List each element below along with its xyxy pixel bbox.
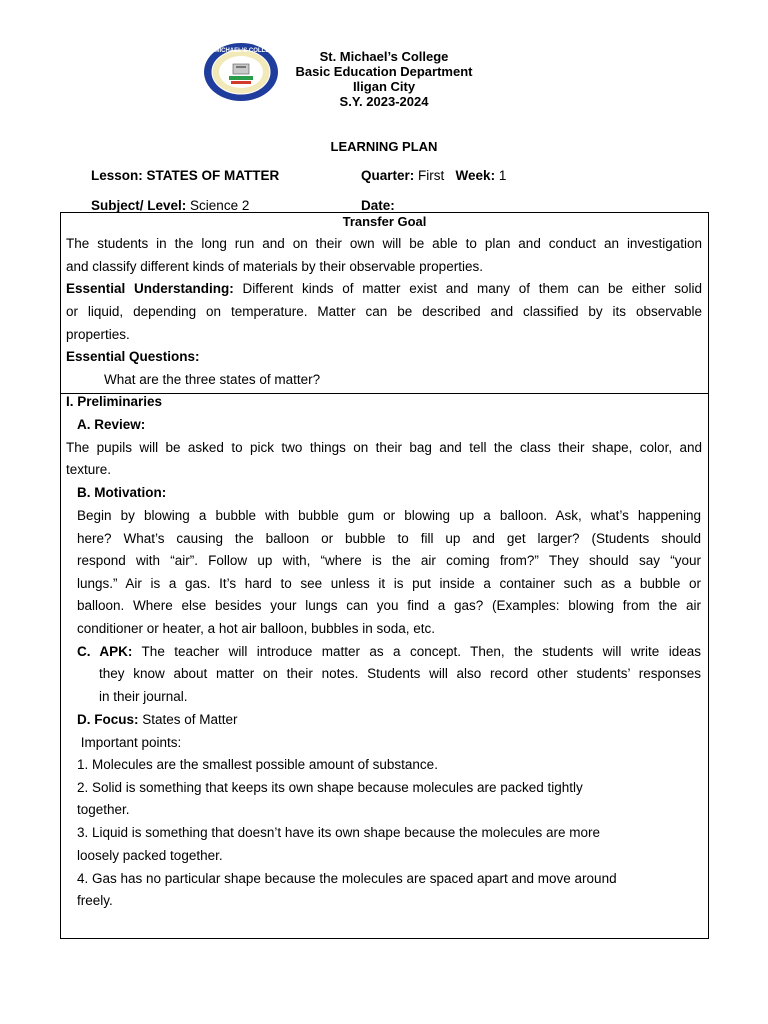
focus-label: D. Focus: (77, 712, 139, 727)
subject-value: Science 2 (190, 198, 250, 213)
transfer-goal-heading: Transfer Goal (342, 214, 427, 229)
school-year: S.Y. 2023-2024 (339, 94, 429, 109)
point-item: 3. Liquid is something that doesn’t have its own shape because the molecules are more (77, 825, 601, 840)
apk-line: in their journal. (99, 689, 188, 704)
preliminaries-heading: I. Preliminaries (66, 394, 163, 409)
focus-value: States of Matter (138, 712, 238, 727)
quarter-value: First (418, 168, 445, 183)
review-line: The pupils will be asked to pick two things on their bag and tell the class their shape, color, and (66, 440, 702, 455)
essential-question: What are the three states of matter? (104, 372, 321, 387)
review-line: texture. (66, 462, 112, 477)
motivation-line: lungs.” Air is a gas. It’s hard to see unless it is put inside a container such as a bubble or (77, 576, 701, 591)
quarter-label: Quarter: (361, 168, 415, 183)
point-item: loosely packed together. (77, 848, 223, 863)
document-title: LEARNING PLAN (330, 139, 438, 154)
city-name: Iligan City (352, 79, 416, 94)
motivation-line: here? What’s causing the balloon or bubble to fill up and get larger? (Students should (77, 531, 701, 546)
point-item: 2. Solid is something that keeps its own shape because molecules are packed tightly (77, 780, 583, 795)
department-name: Basic Education Department (295, 64, 473, 79)
date-label: Date: (361, 198, 395, 213)
point-item: 1. Molecules are the smallest possible amount of substance. (77, 757, 438, 772)
goal-line: and classify different kinds of materials by their observable properties. (66, 259, 483, 274)
lesson-label: Lesson: (91, 168, 143, 183)
week-label: Week: (455, 168, 496, 183)
apk-label: C. APK: (77, 644, 133, 659)
point-item: together. (77, 802, 130, 817)
motivation-label: B. Motivation: (77, 485, 167, 500)
motivation-line: balloon. Where else besides your lungs can you find a gas? (Examples: blowing from the air (77, 598, 701, 613)
subject-label: Subject/ Level: (91, 198, 187, 213)
eu-label: Essential Understanding: (66, 281, 234, 296)
school-name: St. Michael’s College (319, 49, 449, 64)
motivation-line: conditioner or heater, a hot air balloon, bubbles in soda, etc. (77, 621, 435, 636)
motivation-line: respond with “air”. Follow up with, “where is the air coming from?” They should say “your (77, 553, 701, 568)
lesson-field (91, 168, 279, 183)
eu-line: or liquid, depending on temperature. Matter can be described and classified by its observable (66, 304, 702, 319)
document-header (0, 49, 768, 109)
apk-section (77, 640, 701, 663)
review-label: A. Review: (77, 417, 146, 432)
important-points-label: Important points: (77, 735, 182, 750)
eu-line: properties. (66, 327, 130, 342)
apk-text: The teacher will introduce matter as a concept. Then, the students will write ideas (132, 644, 701, 659)
week-value: 1 (498, 168, 507, 183)
point-item: 4. Gas has no particular shape because the molecules are spaced apart and move around (77, 871, 617, 886)
lesson-value: STATES OF MATTER (146, 168, 280, 183)
focus-section (77, 708, 238, 731)
motivation-line: Begin by blowing a bubble with bubble gum or blowing up a balloon. Ask, what’s happening (77, 508, 701, 523)
goal-line: The students in the long run and on their own will be able to plan and conduct an investigation (66, 236, 702, 251)
eu-text: Different kinds of matter exist and many of them can be either solid (233, 281, 702, 296)
apk-line: they know about matter on their notes. Students will also record other students’ responses (99, 666, 701, 681)
essential-understanding (66, 277, 702, 300)
essential-questions-label: Essential Questions: (66, 349, 200, 364)
point-item: freely. (77, 893, 113, 908)
logo-text: ST. MICHAEL'S COLLEGE (204, 48, 278, 54)
quarter-field (361, 168, 506, 183)
